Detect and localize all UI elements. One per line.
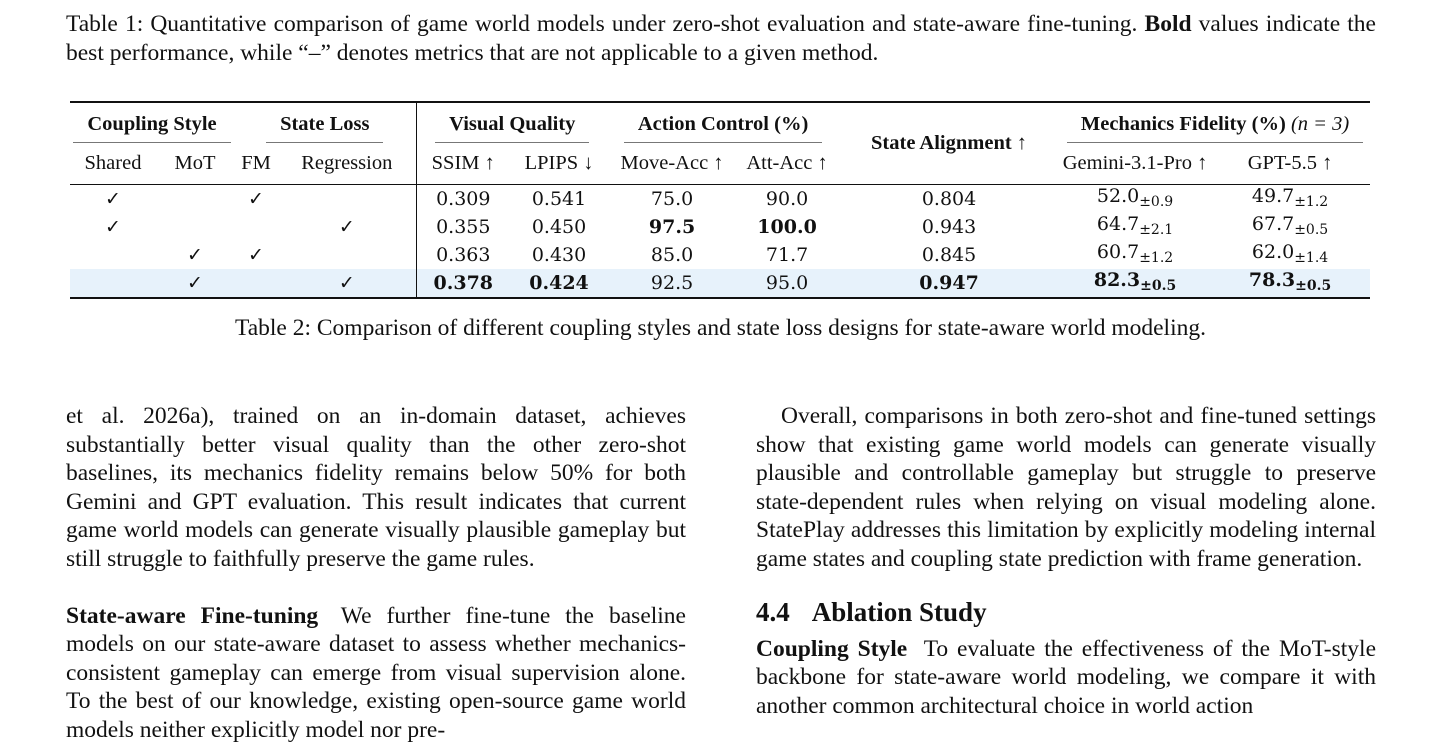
- col-gpt: GPT-5.5 ↑: [1210, 143, 1370, 184]
- col-fm: FM: [234, 143, 278, 184]
- group-state-loss: State Loss: [234, 102, 416, 143]
- group-mechanics-fidelity: Mechanics Fidelity (%) (n = 3): [1060, 102, 1370, 143]
- right-column: [756, 402, 1376, 748]
- paragraph: Overall, comparisons in both zero-shot and fine-tuned settings show that existing game world models can generate visually plausible and controllable gameplay but struggle to preserve state-dependent rules when relying on visual modeling alone. StatePlay addresses this limitation by explicitly modeling internal game states and coupling state prediction with frame generation.: [756, 403, 1376, 572]
- col-gemini: Gemini-3.1-Pro ↑: [1060, 143, 1210, 184]
- ablation-table: [70, 101, 1370, 299]
- paragraph: et al. 2026a), trained on an in-domain dataset, achieves substantially better visual quality than the other zero-shot baselines, its mechanics fidelity remains below 50% for both Gemini and GPT evaluation. This result indicates that current game world models can generate visually plausible gameplay but still struggle to faithfully preserve the game rules.: [66, 403, 686, 572]
- col-att-acc: Att-Acc ↑: [736, 143, 838, 184]
- col-move-acc: Move-Acc ↑: [608, 143, 736, 184]
- paragraph: State-aware Fine-tuning We further fine-tune the baseline models on our state-aware dataset to assess whether mechanics-consistent gameplay can emerge from visual supervision alone. To the best of our knowledge, existing open-source game world models neither explicitly model nor pre-: [66, 602, 686, 743]
- table-row: ✓ ✓ 0.355 0.450 97.5 100.0 0.943 $64.7_{\pm 2.1}$ $67.7_{\pm 0.5}$: [70, 213, 1370, 241]
- header-state-alignment: State Alignment ↑: [838, 102, 1060, 184]
- col-regression: Regression: [278, 143, 416, 184]
- group-visual-quality: Visual Quality: [416, 102, 608, 143]
- paragraph: Coupling Style To evaluate the effectiveness of the MoT-style backbone for state-aware world modeling, we compare it with another common architectural choice in world action: [756, 635, 1377, 719]
- col-ssim: SSIM ↑: [416, 143, 510, 184]
- col-shared: Shared: [70, 143, 156, 184]
- group-action-control: Action Control (%): [608, 102, 838, 143]
- col-mot: MoT: [156, 143, 234, 184]
- table2-caption: Table 2: Comparison of different coupling styles and state loss designs for state-aware world modeling.: [235, 315, 1206, 341]
- paragraph-title: Coupling Style: [756, 635, 908, 662]
- paragraph-title: State-aware Fine-tuning: [66, 602, 319, 629]
- table-row: ✓ ✓ 0.363 0.430 85.0 71.7 0.845 $60.7_{\pm 1.2}$ $62.0_{\pm 1.4}$: [70, 241, 1370, 269]
- left-column: [66, 402, 686, 748]
- section-heading: 4.4 Ablation Study: [756, 596, 987, 627]
- table-row: ✓ ✓ 0.309 0.541 75.0 90.0 0.804 $52.0_{\pm 0.9}$ $49.7_{\pm 1.2}$: [70, 184, 1370, 213]
- table1-caption: Table 1: Quantitative comparison of game world models under zero-shot evaluation and state-aware fine-tuning. Bold values indicate the best performance, while “–” denotes metrics that are not applicable to a given method.: [66, 11, 1376, 66]
- bold-word: Bold: [1144, 11, 1192, 37]
- table-row-highlighted: ✓ ✓ 0.378 0.424 92.5 95.0 0.947 $82.3_{\pm 0.5}$ $78.3_{\pm 0.5}$: [70, 269, 1370, 298]
- col-lpips: LPIPS ↓: [510, 143, 608, 184]
- group-coupling-style: Coupling Style: [70, 102, 234, 143]
